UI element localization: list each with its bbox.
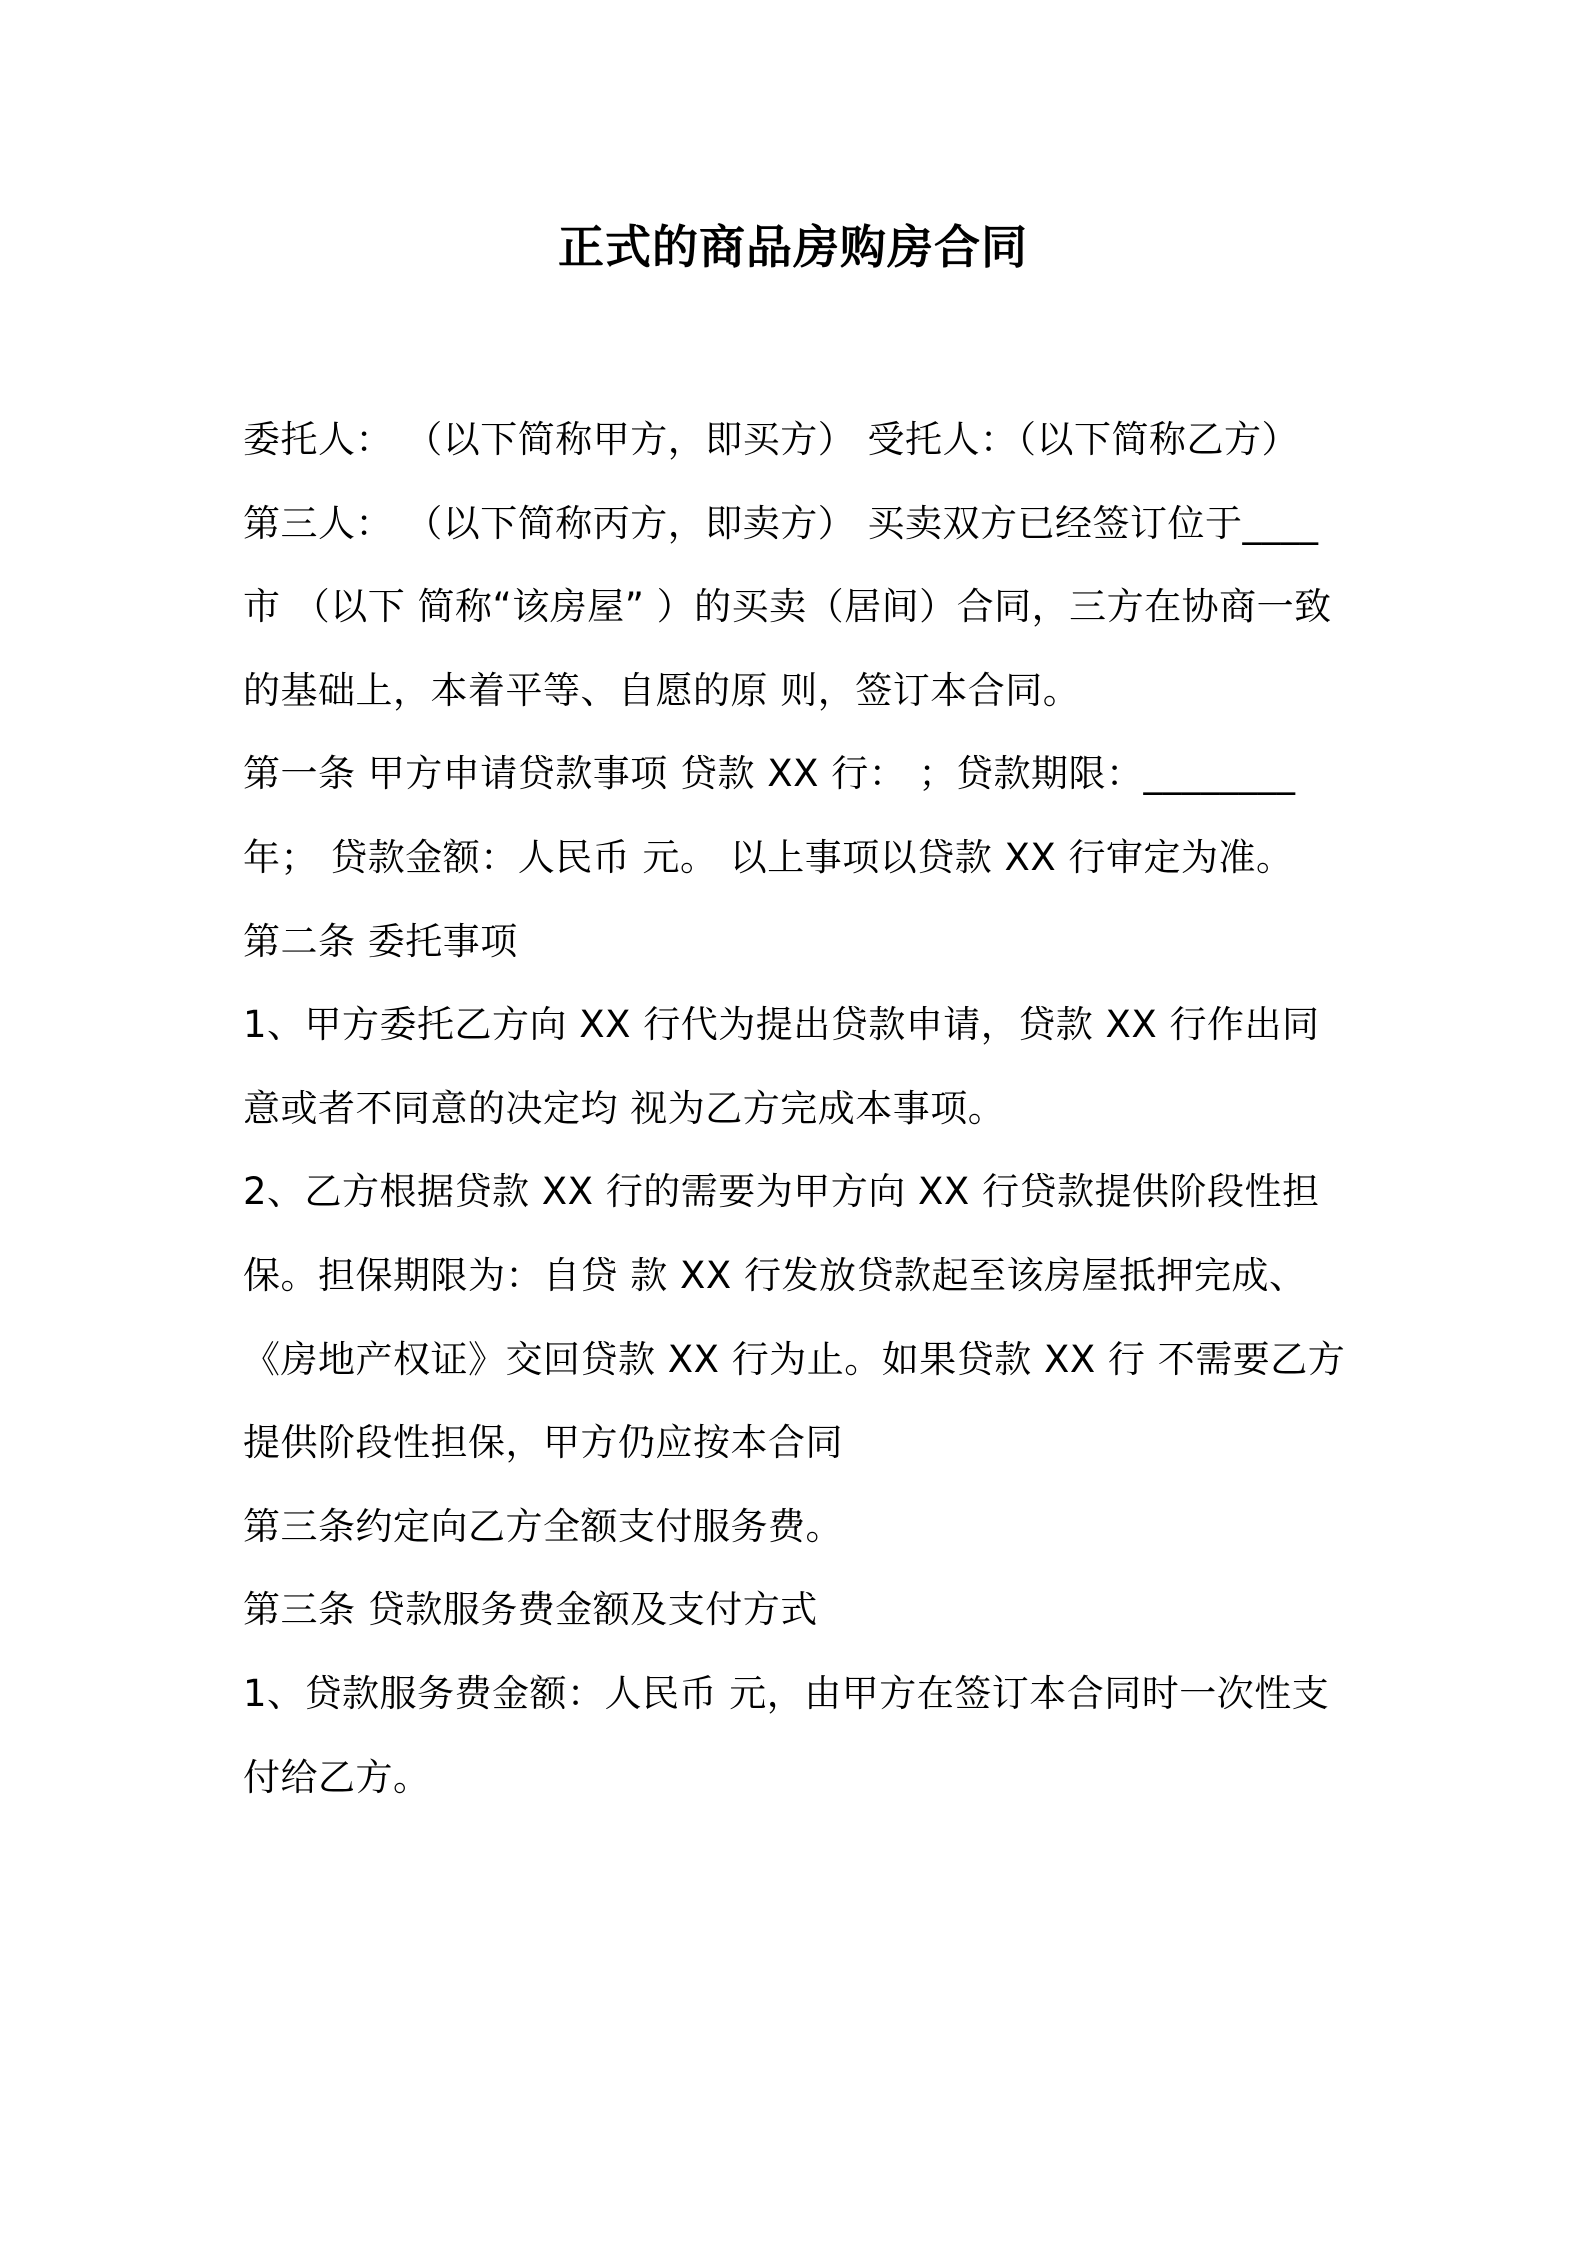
- document-body: [243, 398, 1353, 1819]
- paragraph-article-2-item-2: 2、乙方根据贷款 XX 行的需要为甲方向 XX 行贷款提供阶段性担保。担保期限为：自贷 款 XX 行发放贷款起至该房屋抵押完成、《房地产权证》交回贷款 XX 行为止。如果贷款 XX 行 不需要乙方提供阶段性担保，甲方仍应按本合同: [243, 1170, 1346, 1465]
- heading-article-3-service-fee: 第三条 贷款服务费金额及支付方式: [243, 1588, 818, 1632]
- paragraph-parties-buyer-agent: 委托人： （以下简称甲方，即买方） 受托人：（以下简称乙方）: [243, 418, 1300, 461]
- heading-article-2-entrusted-matters: 第二条 委托事项: [243, 919, 518, 963]
- paragraph-third-party-preamble: 第三人： （以下简称丙方，即卖方） 买卖双方已经签订位于____市 （以下 简称“该房屋” ）的买卖（居间）合同，三方在协商一致的基础上，本着平等、自愿的原 则，签订本合同。: [243, 501, 1332, 712]
- paragraph-article-3-item-1: 1、贷款服务费金额：人民币 元，由甲方在签订本合同时一次性支付给乙方。: [243, 1671, 1330, 1799]
- document-title: 正式的商品房购房合同: [558, 220, 1028, 274]
- paragraph-article-2-item-1: 1、甲方委托乙方向 XX 行代为提出贷款申请，贷款 XX 行作出同意或者不同意的决定均 视为乙方完成本事项。: [243, 1003, 1320, 1130]
- paragraph-article-3-payment-note: 第三条约定向乙方全额支付服务费。: [243, 1504, 843, 1548]
- paragraph-article-1-loan-application: 第一条 甲方申请贷款事项 贷款 XX 行： ；贷款期限：________年； 贷款金额：人民币 元。 以上事项以贷款 XX 行审定为准。: [243, 752, 1296, 879]
